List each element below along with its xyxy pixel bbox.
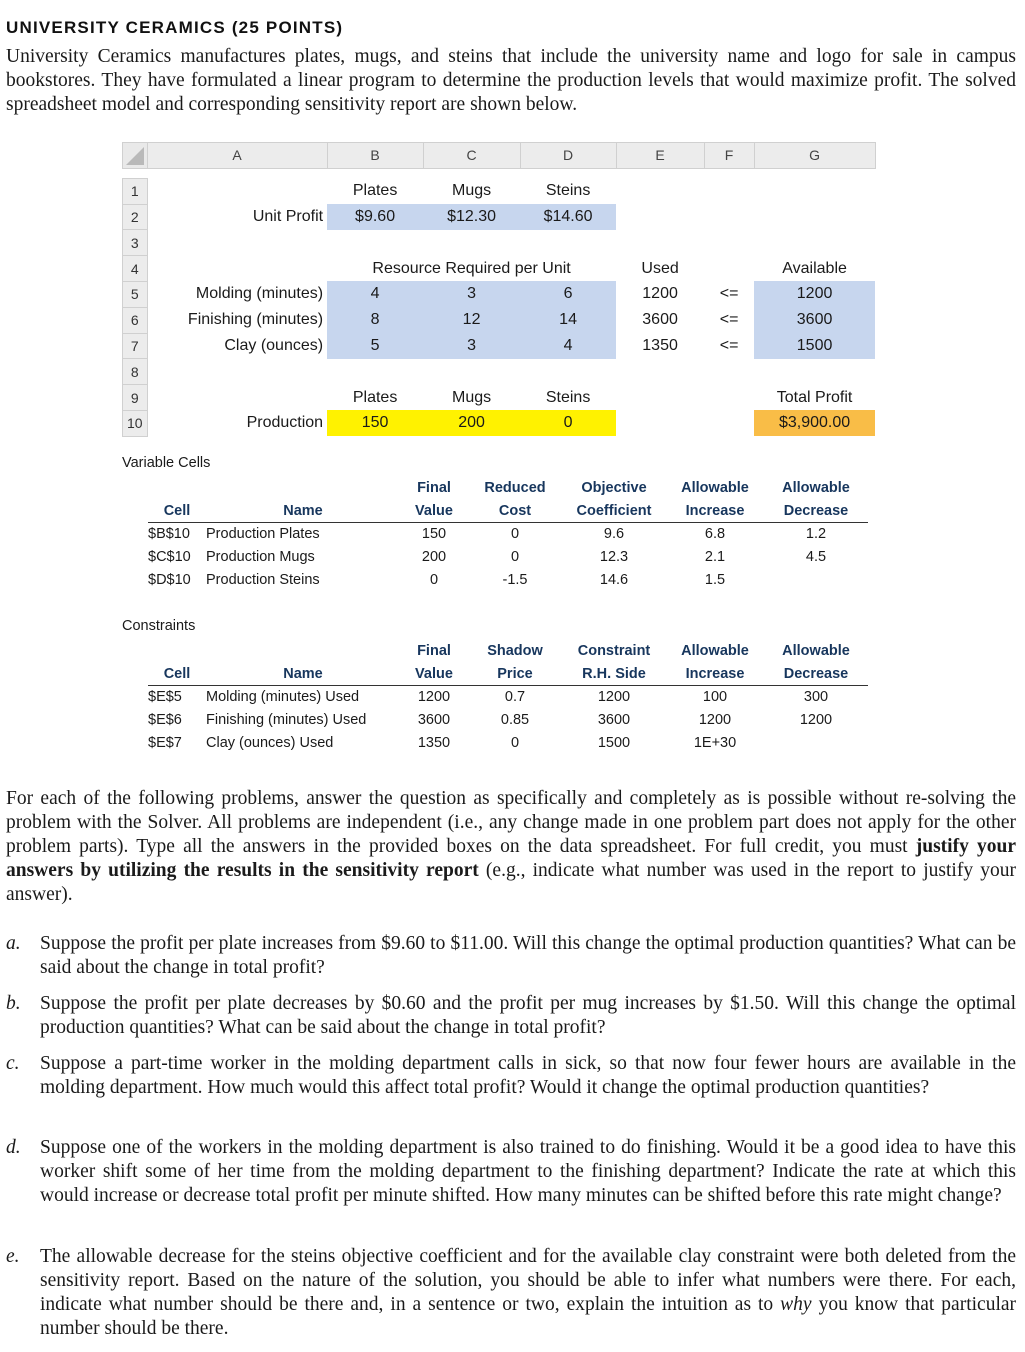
used-clay[interactable]: 1350 [642, 336, 678, 354]
con-shadow-price: 0 [510, 734, 520, 751]
production-header-plates[interactable]: Plates [352, 388, 398, 406]
con-rhs: 3600 [597, 712, 631, 729]
production-mugs[interactable]: 200 [423, 410, 520, 436]
vc-cell-ref: $D$10 [148, 571, 191, 588]
column-header-d[interactable]: D [520, 143, 616, 169]
intro-paragraph: University Ceramics manufactures plates, mugs, and steins that include the university name and logo for sale in campus bookstores. They have formulated a linear program to determine the production levels that would maximize profit. The solved spreadsheet model and corresponding sensitivity report are shown below. [6, 46, 1016, 115]
used-header[interactable]: Used [641, 259, 679, 277]
constraints-title: Constraints [122, 618, 196, 634]
row-header-6[interactable]: 6 [123, 307, 148, 333]
con-allowable-decrease: 1200 [799, 712, 833, 729]
con-shadow-price: 0.85 [500, 712, 530, 729]
table-row [148, 523, 868, 546]
row-header-7[interactable]: 7 [123, 333, 148, 359]
table-row [148, 686, 868, 709]
vc-header-increase: Increase [666, 500, 764, 523]
vc-reduced-cost: 0 [510, 526, 520, 543]
vc-header-coefficient: Coefficient [562, 500, 666, 523]
production-header-mugs[interactable]: Mugs [452, 388, 492, 406]
problem-title: UNIVERSITY CERAMICS (25 POINTS) [6, 18, 344, 37]
constraints-table [148, 640, 868, 754]
instructions-text-1: For each of the following problems, answer the question as specifically and completely as is possible without re-solving the problem with the Solver. All problems are independent (i.e., any change made in one problem part does not apply for the other problem parts). Type all the answers in the provided boxes on the data spreadsheet. For full credit, you must [6, 788, 1016, 857]
available-molding[interactable]: 1200 [754, 281, 875, 307]
vc-allowable-decrease: 4.5 [805, 549, 827, 566]
vc-objective-coefficient: 9.6 [603, 526, 625, 543]
op-finishing[interactable]: <= [719, 311, 739, 329]
con-header-allowable-inc: Allowable [681, 643, 749, 660]
con-final-value: 1200 [417, 689, 451, 706]
con-allowable-increase: 1200 [698, 712, 732, 729]
row-header-1[interactable]: 1 [123, 178, 148, 204]
vc-header-name: Name [206, 500, 400, 523]
con-allowable-decrease: 300 [803, 689, 829, 706]
vc-objective-coefficient: 12.3 [599, 549, 629, 566]
con-allowable-increase: 1E+30 [693, 734, 737, 751]
vc-header-value: Value [400, 500, 468, 523]
req-clay-mugs[interactable]: 3 [423, 333, 520, 359]
op-clay[interactable]: <= [719, 336, 739, 354]
question-text [40, 1245, 1016, 1341]
vc-header-cost: Cost [468, 500, 562, 523]
unit-profit-plates[interactable]: $9.60 [327, 204, 423, 230]
total-profit-value[interactable]: $3,900.00 [754, 410, 875, 436]
vc-allowable-increase: 2.1 [704, 549, 726, 566]
con-header-final: Final [417, 643, 451, 660]
con-final-value: 1350 [417, 734, 451, 751]
con-header-value: Value [400, 663, 468, 686]
con-header-allowable-dec: Allowable [782, 643, 850, 660]
req-clay-steins[interactable]: 4 [520, 333, 616, 359]
vc-final-value: 150 [421, 526, 447, 543]
product-header-plates[interactable]: Plates [352, 182, 398, 200]
resource-name-clay[interactable]: Clay (ounces) [224, 336, 324, 354]
question-text-after: you know that particular number should be there. [40, 1294, 1017, 1339]
vc-header-reduced: Reduced [484, 480, 546, 497]
question-text-before: The allowable decrease for the steins objective coefficient and for the available clay constraint were both deleted from the sensitivity report. Based on the nature of the solution, you should be able to infer what numbers were there. For each, indicate what number should be there and, in a sentence or two, explain the intuition as to [40, 1246, 1016, 1315]
available-clay[interactable]: 1500 [754, 333, 875, 359]
vc-reduced-cost: -1.5 [502, 571, 528, 588]
resource-name-finishing[interactable]: Finishing (minutes) [187, 311, 324, 329]
vc-allowable-decrease: 1.2 [805, 526, 827, 543]
con-header-decrease: Decrease [764, 663, 868, 686]
resource-required-header[interactable]: Resource Required per Unit [372, 259, 571, 277]
con-allowable-decrease-deleted [764, 731, 868, 754]
available-finishing[interactable]: 3600 [754, 307, 875, 333]
vc-reduced-cost: 0 [510, 549, 520, 566]
column-header-g[interactable]: G [754, 143, 875, 169]
production-label[interactable]: Production [246, 414, 324, 432]
con-name: Finishing (minutes) Used [206, 712, 367, 729]
spreadsheet-model [122, 142, 876, 437]
row-header-2[interactable]: 2 [123, 204, 148, 230]
unit-profit-steins[interactable]: $14.60 [520, 204, 616, 230]
con-header-name: Name [206, 663, 400, 686]
row-header-8[interactable]: 8 [123, 359, 148, 385]
op-molding[interactable]: <= [719, 285, 739, 303]
con-header-increase: Increase [666, 663, 764, 686]
con-final-value: 3600 [417, 712, 451, 729]
con-header-cell: Cell [148, 663, 206, 686]
vc-header-allowable-inc: Allowable [681, 480, 749, 497]
column-header-c[interactable]: C [423, 143, 520, 169]
table-row [148, 568, 868, 591]
con-shadow-price: 0.7 [504, 689, 526, 706]
req-molding-plates[interactable]: 4 [327, 281, 423, 307]
row-header-10[interactable]: 10 [123, 410, 148, 436]
vc-header-decrease: Decrease [764, 500, 868, 523]
used-finishing[interactable]: 3600 [642, 311, 678, 329]
con-allowable-increase: 100 [702, 689, 728, 706]
req-molding-steins[interactable]: 6 [520, 281, 616, 307]
con-cell-ref: $E$5 [148, 689, 182, 706]
vc-final-value: 200 [421, 549, 447, 566]
column-header-e[interactable]: E [616, 143, 704, 169]
vc-cell-ref: $C$10 [148, 549, 191, 566]
question-letter: b. [6, 993, 21, 1014]
table-row [148, 731, 868, 754]
question-text: Suppose the profit per plate increases from $9.60 to $11.00. Will this change the optimal production quantities? What can be said about the change in total profit? [40, 933, 1016, 978]
vc-name: Production Steins [206, 571, 320, 588]
product-header-steins[interactable]: Steins [545, 182, 591, 200]
table-row [148, 546, 868, 569]
column-header-b[interactable]: B [327, 143, 423, 169]
con-rhs: 1200 [597, 689, 631, 706]
vc-header-objective: Objective [581, 480, 647, 497]
column-header-f[interactable]: F [704, 143, 754, 169]
question-text: Suppose the profit per plate decreases by $0.60 and the profit per mug increases by $1.50. Will this change the optimal production quantities? What can be said about the change in total profit? [40, 993, 1016, 1038]
vc-header-final: Final [417, 480, 451, 497]
question-text-italic: why [780, 1294, 812, 1315]
resource-name-molding[interactable]: Molding (minutes) [195, 285, 324, 303]
production-plates[interactable]: 150 [327, 410, 423, 436]
available-header[interactable]: Available [782, 259, 847, 277]
req-finishing-plates[interactable]: 8 [327, 307, 423, 333]
total-profit-label[interactable]: Total Profit [776, 388, 853, 406]
con-cell-ref: $E$6 [148, 712, 182, 729]
con-name: Molding (minutes) Used [206, 689, 360, 706]
con-name: Clay (ounces) Used [206, 734, 334, 751]
variable-cells-table [148, 477, 868, 591]
vc-objective-coefficient: 14.6 [599, 571, 629, 588]
req-finishing-mugs[interactable]: 12 [423, 307, 520, 333]
vc-final-value: 0 [429, 571, 439, 588]
column-header-a[interactable]: A [147, 143, 327, 169]
vc-allowable-increase: 1.5 [704, 571, 726, 588]
vc-allowable-increase: 6.8 [704, 526, 726, 543]
req-finishing-steins[interactable]: 14 [520, 307, 616, 333]
vc-name: Production Plates [206, 526, 320, 543]
production-header-steins[interactable]: Steins [545, 388, 591, 406]
instructions-paragraph [6, 787, 1016, 907]
con-header-price: Price [468, 663, 562, 686]
con-header-constraint: Constraint [577, 643, 651, 660]
question-letter: c. [6, 1053, 20, 1074]
question-text: Suppose one of the workers in the molding department is also trained to do finishing. Would it be a good idea to have this worker shift some of her time from the molding department to the finishing department? Indicate the rate at which this would increase or decrease total profit per minute shifted. How many minutes can be shifted before this rate might change? [40, 1137, 1016, 1206]
question-text: Suppose a part-time worker in the molding department calls in sick, so that now four fewer hours are available in the molding department. How much would this affect total profit? Would it change the optimal production quantities? [40, 1053, 1016, 1098]
row-header-9[interactable]: 9 [123, 385, 148, 411]
unit-profit-label[interactable]: Unit Profit [252, 207, 324, 225]
variable-cells-title: Variable Cells [122, 455, 211, 471]
vc-name: Production Mugs [206, 549, 315, 566]
production-steins[interactable]: 0 [520, 410, 616, 436]
instructions-text-2: (e.g., indicate what number was used in the report to justify your answer). [6, 860, 1016, 905]
select-all-corner[interactable] [123, 143, 148, 169]
con-cell-ref: $E$7 [148, 734, 182, 751]
question-letter: a. [6, 933, 21, 954]
instructions-bold: justify your answers by utilizing the results in the sensitivity report [6, 836, 1016, 881]
table-row [148, 709, 868, 732]
vc-header-allowable-dec: Allowable [782, 480, 850, 497]
used-molding[interactable]: 1200 [642, 285, 678, 303]
row-header-5[interactable]: 5 [123, 281, 148, 307]
question-letter: d. [6, 1137, 21, 1158]
row-header-3[interactable]: 3 [123, 230, 148, 256]
req-clay-plates[interactable]: 5 [327, 333, 423, 359]
con-rhs: 1500 [597, 734, 631, 751]
unit-profit-mugs[interactable]: $12.30 [423, 204, 520, 230]
question-letter: e. [6, 1246, 20, 1267]
vc-cell-ref: $B$10 [148, 526, 190, 543]
row-header-4[interactable]: 4 [123, 256, 148, 282]
con-header-shadow: Shadow [487, 643, 543, 660]
con-header-rhs: R.H. Side [562, 663, 666, 686]
product-header-mugs[interactable]: Mugs [452, 182, 492, 200]
vc-header-cell: Cell [148, 500, 206, 523]
req-molding-mugs[interactable]: 3 [423, 281, 520, 307]
vc-allowable-decrease-deleted [764, 568, 868, 591]
